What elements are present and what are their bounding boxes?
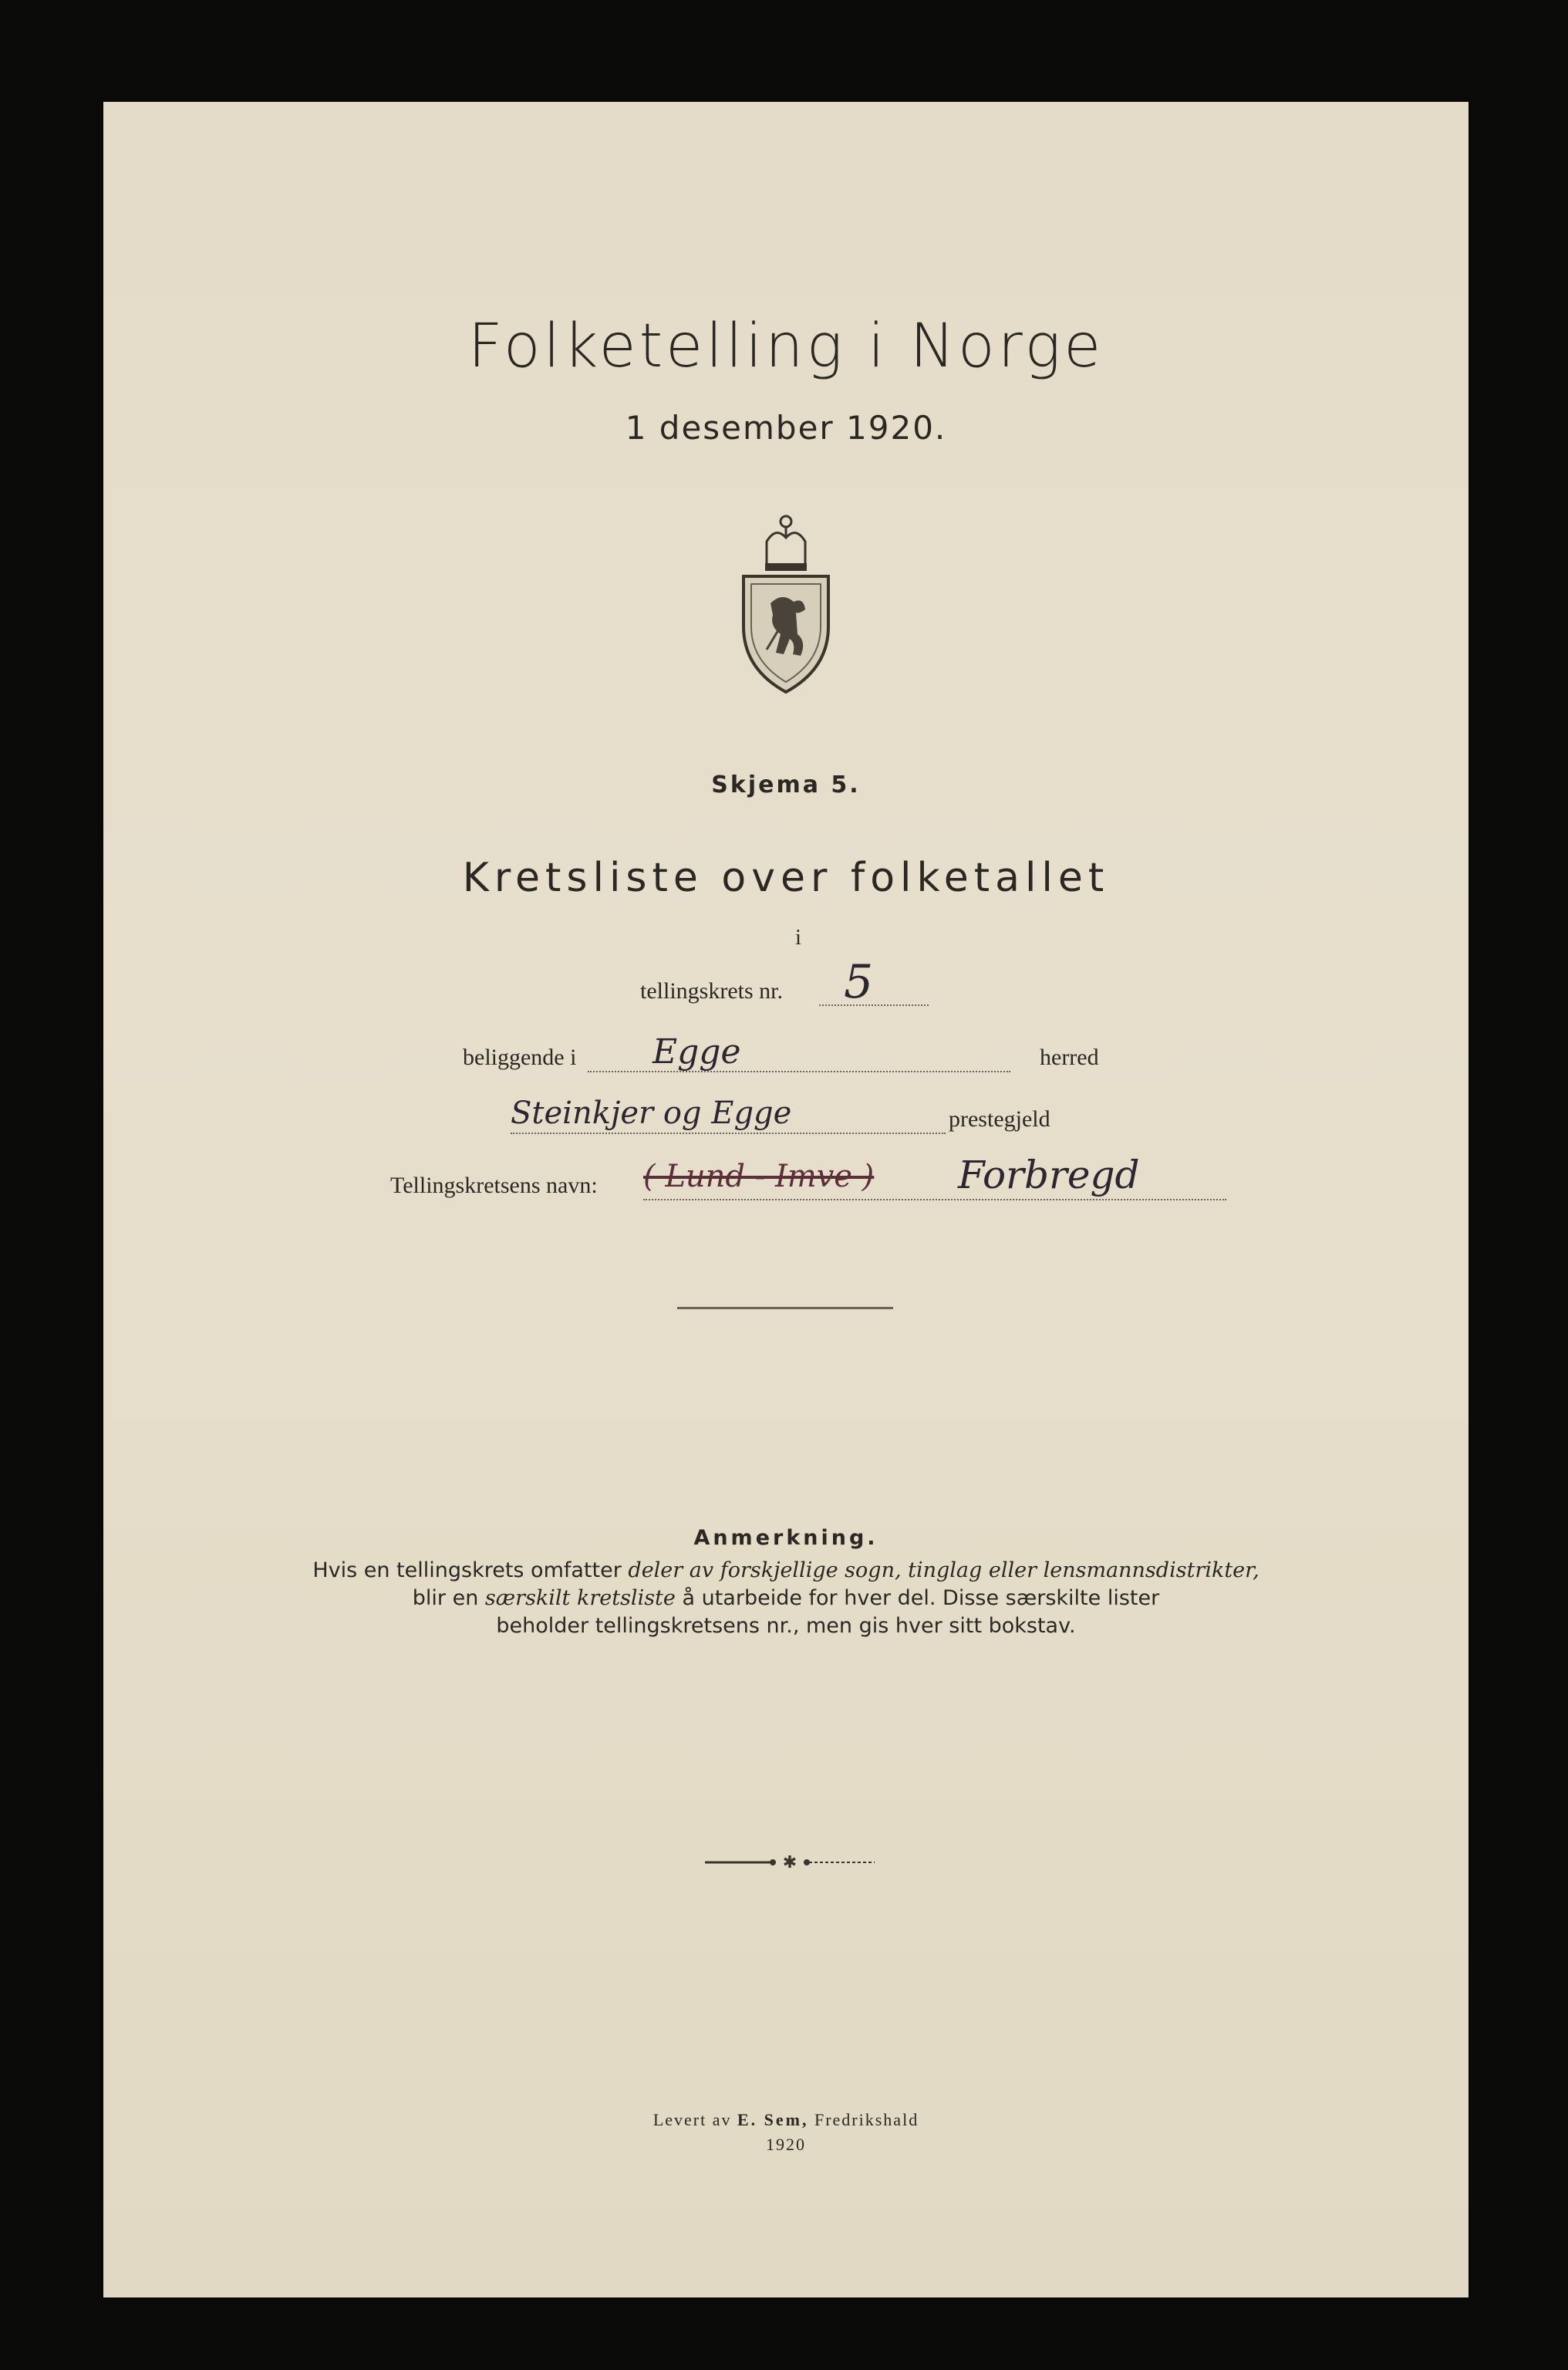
note-line-3: beholder tellingskretsens nr., men gis hver sitt bokstav. bbox=[496, 1614, 1076, 1638]
ornament-divider-icon bbox=[705, 1855, 875, 1870]
krets-number-value: 5 bbox=[844, 955, 874, 1009]
note-line-2-italic: særskilt kretsliste bbox=[484, 1586, 676, 1610]
prestegjeld-value: Steinkjer og Egge bbox=[511, 1096, 792, 1131]
note-text bbox=[103, 1557, 1469, 1640]
printer-prefix: Levert av bbox=[652, 2110, 737, 2129]
form-heading: Kretsliste over folketallet bbox=[462, 855, 1110, 901]
note-line-2-plain-a: blir en bbox=[412, 1586, 485, 1610]
located-in-value: Egge bbox=[652, 1032, 741, 1072]
herred-label: herred bbox=[1040, 1045, 1099, 1070]
schema-number: Skjema 5. bbox=[711, 771, 861, 798]
printer-year: 1920 bbox=[766, 2135, 806, 2154]
preposition-i: i bbox=[795, 926, 801, 950]
prestegjeld-label: prestegjeld bbox=[949, 1106, 1050, 1132]
census-date: 1 desember 1920. bbox=[625, 409, 947, 447]
section-divider bbox=[677, 1307, 893, 1309]
located-in-fill-line bbox=[588, 1068, 1010, 1072]
printer-imprint bbox=[103, 2108, 1469, 2157]
district-name-value: Forbregd bbox=[958, 1153, 1140, 1197]
note-line-1 bbox=[103, 1557, 1469, 1585]
krets-number-label: tellingskrets nr. bbox=[640, 978, 783, 1004]
census-form-page bbox=[103, 102, 1469, 2297]
located-in-label: beliggende i bbox=[463, 1045, 577, 1070]
note-line-2-plain-b: å utarbeide for hver del. Disse særskilte lister bbox=[675, 1586, 1160, 1610]
krets-number-fill-line bbox=[819, 1001, 929, 1006]
note-line-1-plain: Hvis en tellingskrets omfatter bbox=[312, 1558, 629, 1582]
note-line-1-italic: deler av forskjellige sogn, tinglag eller lensmannsdistrikter, bbox=[628, 1558, 1259, 1582]
note-heading: Anmerkning. bbox=[693, 1526, 878, 1550]
district-name-label: Tellingskretsens navn: bbox=[390, 1173, 598, 1198]
district-name-struck-value: ( Lund - Imve ) bbox=[643, 1159, 875, 1194]
svg-text:✱: ✱ bbox=[782, 1855, 797, 1870]
note-line-2 bbox=[103, 1585, 1469, 1612]
printer-line bbox=[103, 2108, 1469, 2132]
form-title: Folketelling i Norge bbox=[467, 312, 1104, 381]
norwegian-coat-of-arms-icon bbox=[736, 511, 836, 696]
printer-place: Fredrikshald bbox=[808, 2110, 919, 2129]
printer-name: E. Sem, bbox=[737, 2110, 809, 2129]
